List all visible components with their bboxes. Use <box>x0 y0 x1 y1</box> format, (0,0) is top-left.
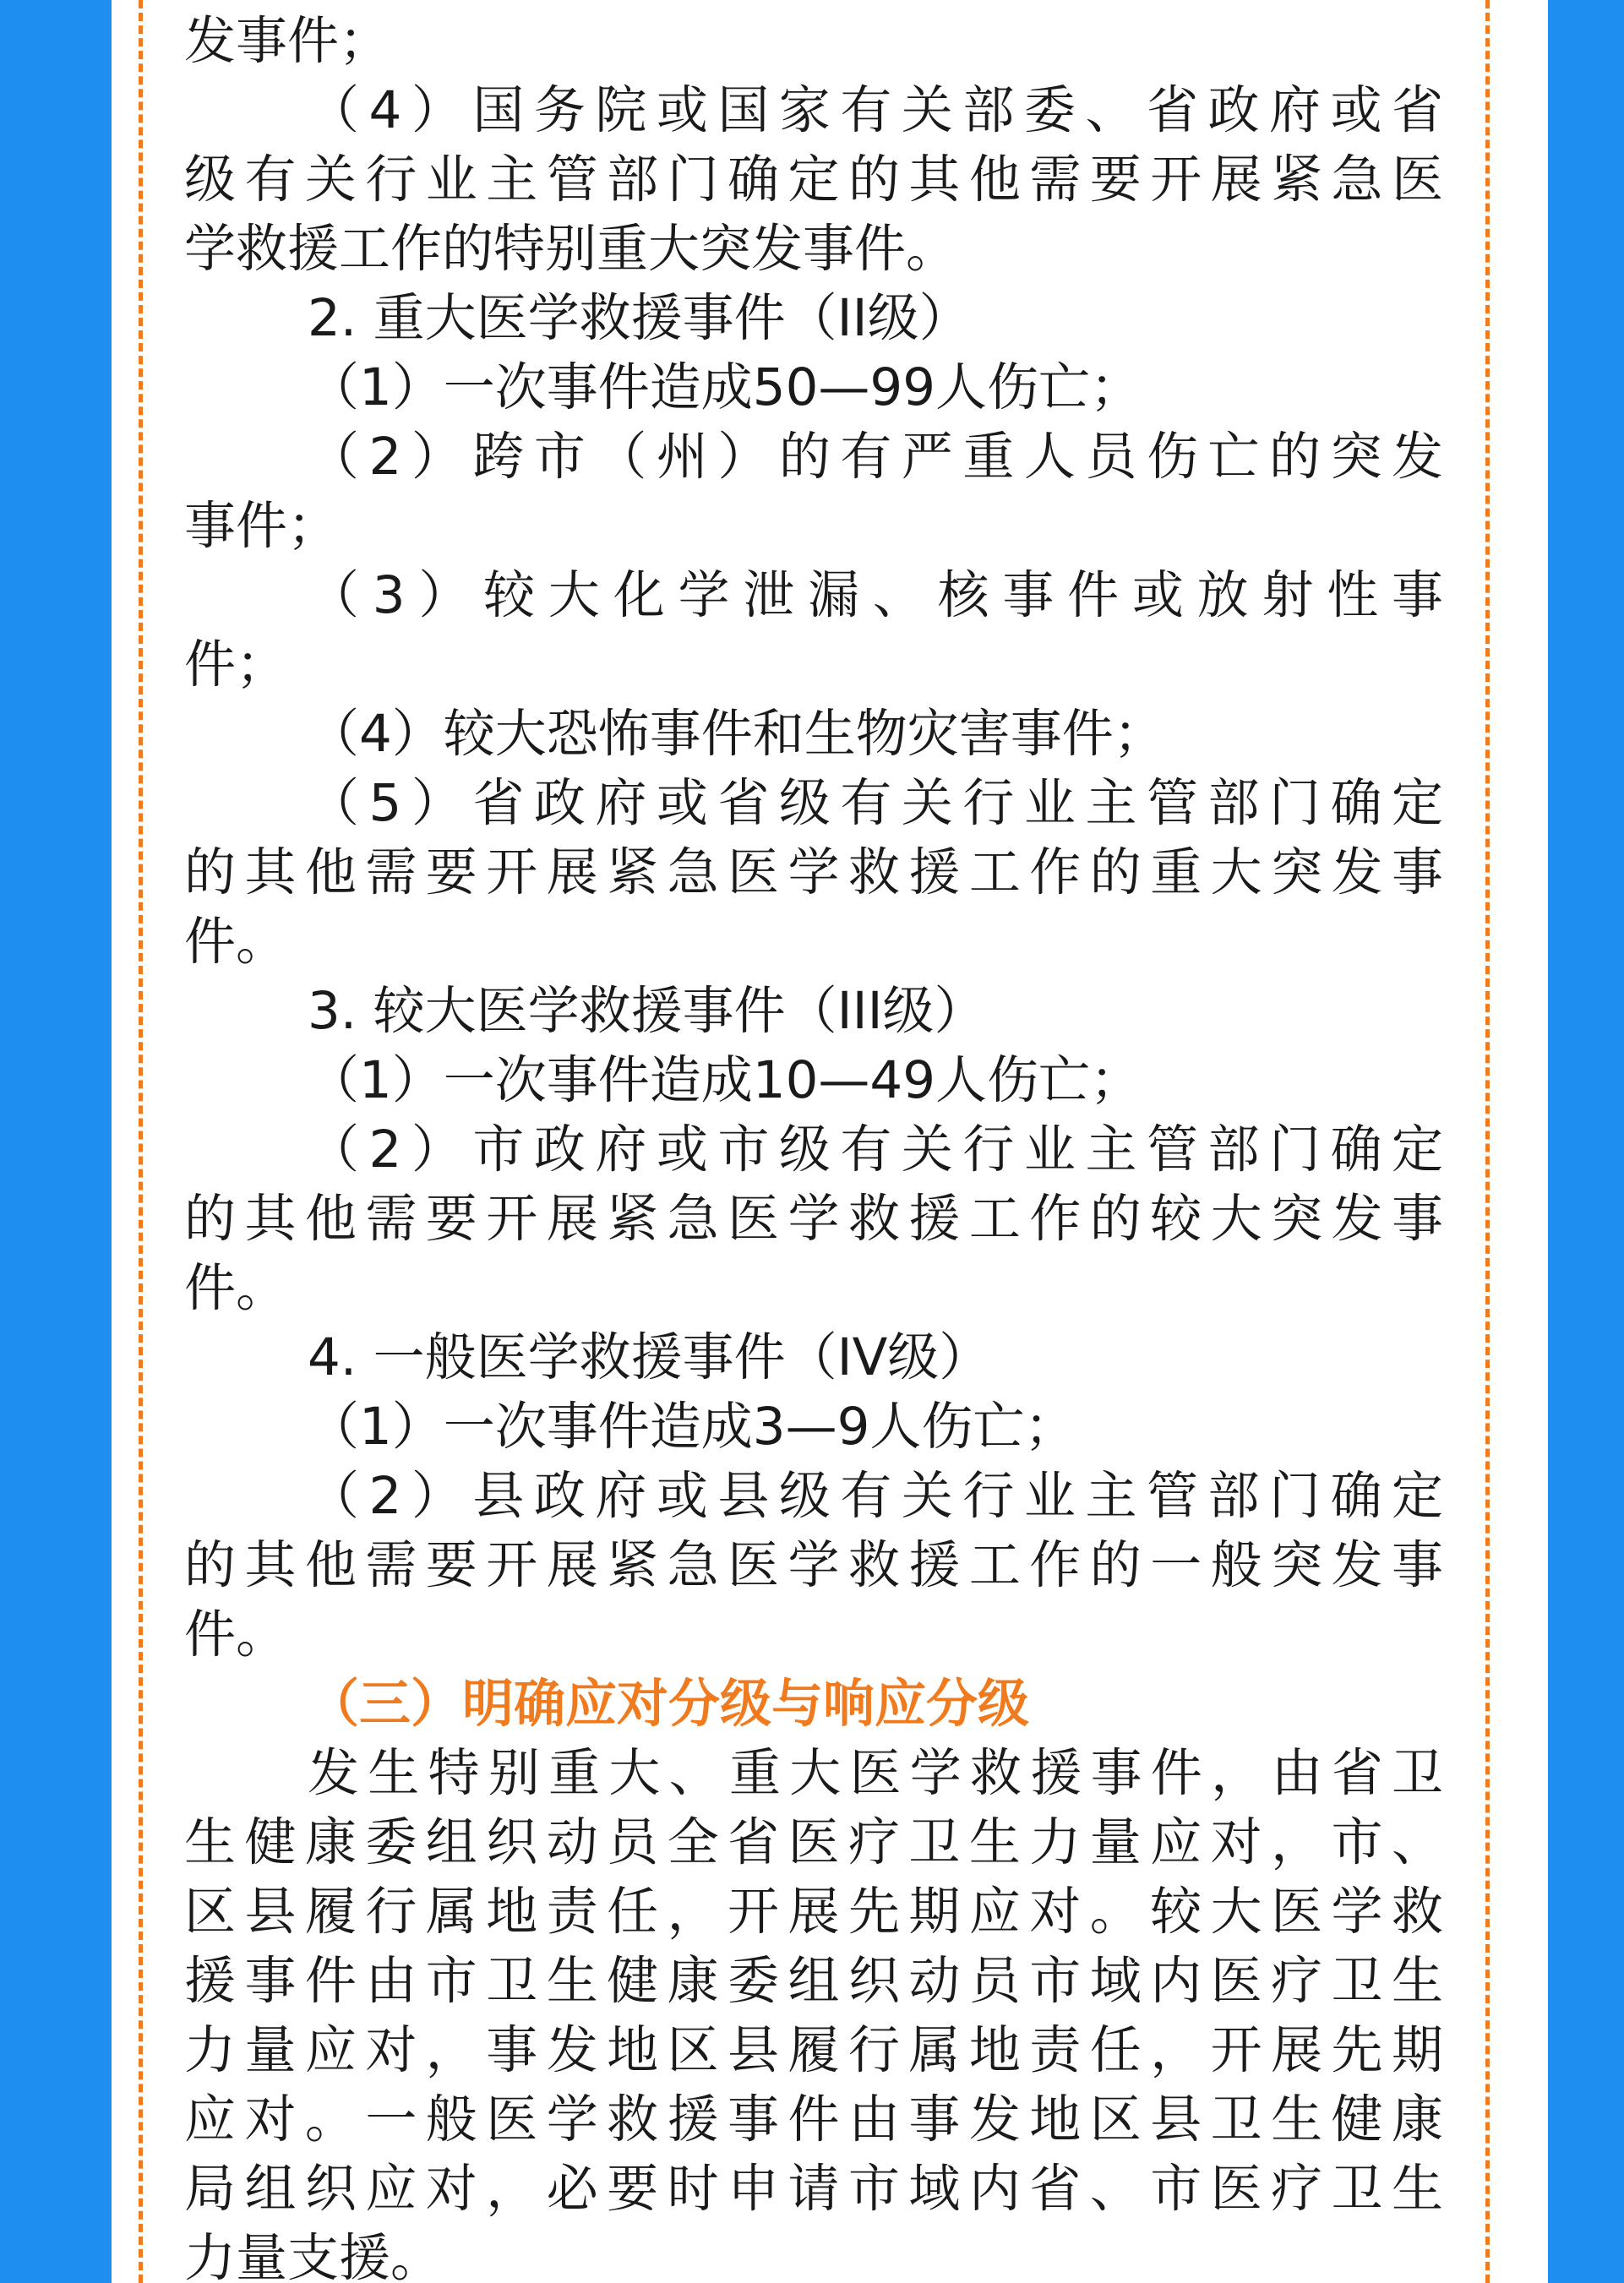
right-blue-border <box>1548 0 1624 2283</box>
text-line: 的其他需要开展紧急医学救援工作的较大突发事 <box>184 1189 1443 1249</box>
text-line: （2）市政府或市级有关行业主管部门确定 <box>308 1120 1443 1180</box>
text-line: （1）一次事件造成10—49人伤亡； <box>308 1050 1142 1110</box>
text-line: 力量应对，事发地区县履行属地责任，开展先期 <box>184 2020 1443 2080</box>
text-line: （2）跨市（州）的有严重人员伤亡的突发 <box>308 427 1443 487</box>
text-line: 区县履行属地责任，开展先期应对。较大医学救 <box>184 1882 1443 1942</box>
text-line: 件； <box>184 635 288 695</box>
document-body <box>184 0 1443 2283</box>
text-line: 级有关行业主管部门确定的其他需要开展紧急医 <box>184 150 1443 210</box>
orange-section-heading: （三）明确应对分级与响应分级 <box>308 1674 1030 1734</box>
text-line: 件。 <box>184 1258 288 1318</box>
text-line: （4）国务院或国家有关部委、省政府或省 <box>308 80 1443 140</box>
left-blue-border <box>0 0 112 2283</box>
text-line: 的其他需要开展紧急医学救援工作的一般突发事 <box>184 1535 1443 1595</box>
section-heading: 4. 一般医学救援事件（IV级） <box>308 1327 991 1387</box>
text-line: （3）较大化学泄漏、核事件或放射性事 <box>308 565 1443 625</box>
text-line: 学救援工作的特别重大突发事件。 <box>184 219 958 279</box>
text-line: 力量支援。 <box>184 2228 443 2283</box>
text-line: （1）一次事件造成3—9人伤亡； <box>308 1397 1076 1457</box>
right-dashed-divider <box>1485 0 1490 2283</box>
text-line: 局组织应对，必要时申请市域内省、市医疗卫生 <box>184 2159 1443 2219</box>
text-line: 事件； <box>184 496 340 556</box>
text-line: （5）省政府或省级有关行业主管部门确定 <box>308 773 1443 833</box>
text-line: （4）较大恐怖事件和生物灾害事件； <box>308 704 1165 764</box>
text-line: 的其他需要开展紧急医学救援工作的重大突发事 <box>184 842 1443 902</box>
section-heading: 3. 较大医学救援事件（III级） <box>308 981 986 1041</box>
text-line: （2）县政府或县级有关行业主管部门确定 <box>308 1466 1443 1526</box>
text-line: 发生特别重大、重大医学救援事件，由省卫 <box>308 1743 1443 1803</box>
text-line: 援事件由市卫生健康委组织动员市域内医疗卫生 <box>184 1951 1443 2011</box>
left-dashed-divider <box>139 0 143 2283</box>
text-line: 件。 <box>184 912 288 972</box>
text-line: （1）一次事件造成50—99人伤亡； <box>308 357 1142 417</box>
text-line: 应对。一般医学救援事件由事发地区县卫生健康 <box>184 2090 1443 2150</box>
text-line: 件。 <box>184 1605 288 1665</box>
text-line: 生健康委组织动员全省医疗卫生力量应对，市、 <box>184 1812 1443 1872</box>
section-heading: 2. 重大医学救援事件（II级） <box>308 288 971 348</box>
text-line: 发事件； <box>184 11 391 71</box>
